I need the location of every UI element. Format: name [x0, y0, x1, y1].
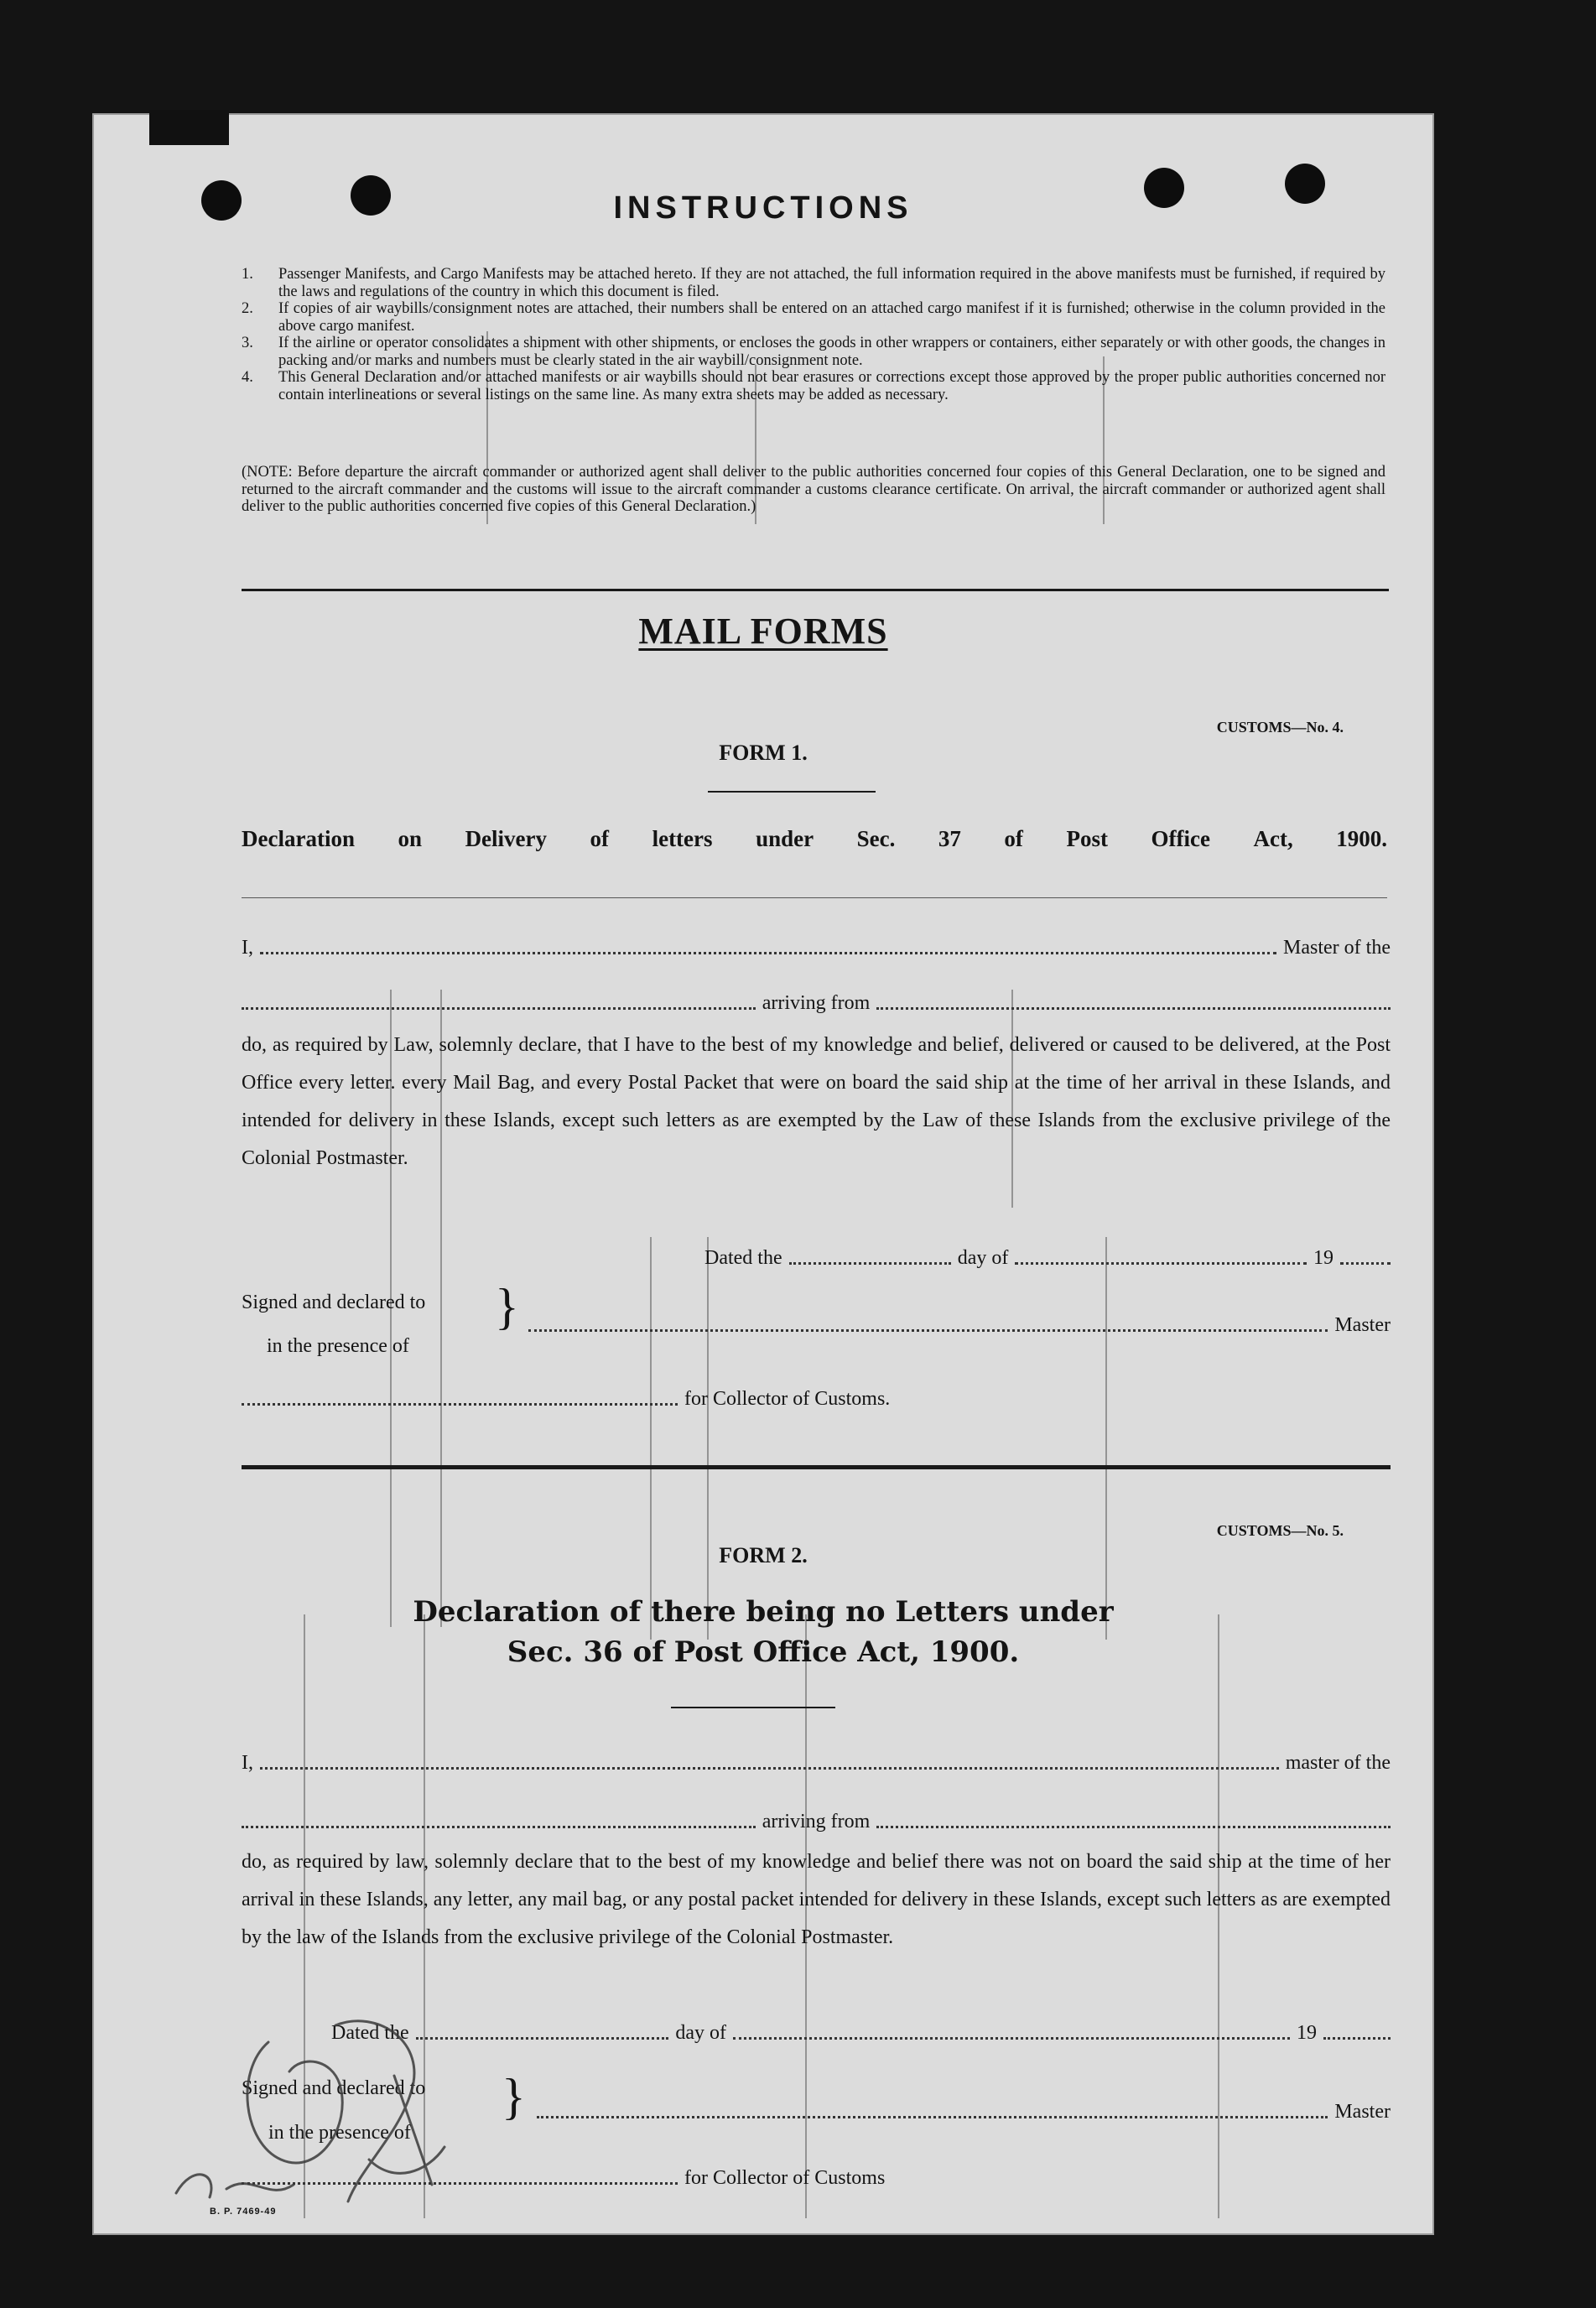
form1-body: do, as required by Law, solemnly declare, that I have to the best of my knowledge and belief, delivered or caused to be delivered, at the Post Office every letter. every Mail Bag, and every Postal Packet that were on board the said ship at the time of her arrival in these Islands, and intended for delivery in these Islands, except such letters as are exempted by the Law of these Islands from the exclusive privilege of the Colonial Postmaster.	[242, 1034, 1391, 1169]
form1-heading-rule	[708, 791, 876, 793]
bleed-through-line	[707, 1237, 709, 1640]
master-signature-field[interactable]	[537, 2116, 1328, 2118]
document-page	[92, 113, 1434, 2235]
section-divider	[242, 589, 1389, 591]
form2-master-line: I, master of the	[242, 1752, 1391, 1774]
handwritten-signature-icon	[143, 1992, 495, 2210]
instructions-list	[242, 266, 1385, 403]
ship-name-field[interactable]	[242, 1007, 756, 1010]
form1-master-sign-line: Master	[528, 1313, 1391, 1338]
instruction-item: 3. If the airline or operator consolidates a shipment with other shipments, or encloses the goods in other wrappers or containers, either separately or with other goods, the changes in packing and/or marks and numbers must be clearly stated in the air waybill/consignment note.	[242, 335, 1385, 369]
form2-signed-line2: in the presence of	[268, 2122, 411, 2144]
form2-customs-ref: CUSTOMS—No. 5.	[1216, 1522, 1344, 1539]
form-print-code: B. P. 7469-49	[210, 2207, 277, 2217]
instruction-item: 1. Passenger Manifests, and Cargo Manifests may be attached hereto. If they are not attached, the full information required in the above manifests must be furnished, if required by the laws and regulations of the country in which this document is filed.	[242, 266, 1385, 300]
form2-master-sign-line: Master	[537, 2099, 1391, 2124]
form1-customs-ref: CUSTOMS—No. 4.	[1216, 719, 1344, 736]
year-field[interactable]	[1340, 1262, 1391, 1265]
form2-dated-line: Dated the day of 19	[331, 2020, 1391, 2045]
ship-name-field[interactable]	[242, 1826, 756, 1828]
form2-declaration-title: Declaration of there being no Letters under Sec. 36 of Post Office Act, 1900.	[413, 1595, 1114, 1669]
form1-signed-line2: in the presence of	[267, 1335, 409, 1357]
instructions-title: INSTRUCTIONS	[613, 190, 913, 226]
master-name-field[interactable]	[260, 952, 1276, 954]
form1-title-rule	[242, 897, 1387, 898]
mail-forms-title: MAIL FORMS	[638, 611, 888, 652]
form1-dated-line: Dated the day of 19	[704, 1245, 1391, 1271]
form1-declaration-title: Declaration on Delivery of letters under Sec. 37 of Post Office Act, 1900.	[242, 826, 1387, 851]
form2-signed-line1: Signed and declared to	[242, 2077, 426, 2099]
form1-arriving-line: arriving from	[242, 990, 1391, 1016]
master-name-field[interactable]	[260, 1767, 1279, 1770]
instruction-item: 2. If copies of air waybills/consignment notes are attached, their numbers shall be entered on an attached cargo manifest if it is furnished; otherwise in the column provided in the above cargo manifest.	[242, 300, 1385, 335]
form1-signed-line1: Signed and declared to	[242, 1292, 426, 1313]
instruction-item: 4. This General Declaration and/or attached manifests or air waybills should not bear erasures or corrections except those approved by the proper public authorities concerned nor contain interlineations or several listings on the same line. As many extra sheets may be added as necessary.	[242, 369, 1385, 403]
day-of-field[interactable]	[1015, 1262, 1307, 1265]
form1-master-line: I, Master of the	[242, 937, 1391, 959]
form2-heading: FORM 2.	[719, 1543, 808, 1567]
dated-field[interactable]	[789, 1262, 951, 1265]
form-divider	[242, 1465, 1391, 1469]
form2-collector-line: for Collector of Customs	[242, 2165, 1391, 2191]
bleed-through-line	[1105, 1237, 1107, 1640]
form2-heading-rule	[671, 1707, 835, 1708]
form1-brace: }	[495, 1279, 519, 1334]
arriving-from-field[interactable]	[876, 1826, 1391, 1828]
day-of-field[interactable]	[733, 2037, 1290, 2040]
form2-arriving-line: arriving from	[242, 1809, 1391, 1834]
year-field[interactable]	[1323, 2037, 1391, 2040]
master-signature-field[interactable]	[528, 1329, 1328, 1332]
form2-body: do, as required by law, solemnly declare that to the best of my knowledge and belief there was not on board the said ship at the time of her arrival in these Islands, any letter, any mail bag, or any postal packet intended for delivery in these Islands, except such letters as are exempted by the law of the Islands from the exclusive privilege of the Colonial Postmaster.	[242, 1851, 1391, 1948]
form1-heading: FORM 1.	[719, 741, 808, 765]
page-tab-mark	[149, 110, 229, 145]
bleed-through-line	[650, 1237, 652, 1640]
form2-brace: }	[502, 2069, 526, 2124]
collector-signature-field[interactable]	[242, 1403, 678, 1406]
form1-collector-line: for Collector of Customs.	[242, 1386, 1391, 1411]
arriving-from-field[interactable]	[876, 1007, 1391, 1010]
instructions-note: (NOTE: Before departure the aircraft commander or authorized agent shall deliver to the public authorities concerned four copies of this General Declaration, one to be signed and returned to the aircraft commander and the customs will issue to the aircraft commander a customs clearance certificate. On arrival, the aircraft commander or authorized agent shall deliver to the public authorities concerned five copies of this General Declaration.)	[242, 464, 1385, 515]
